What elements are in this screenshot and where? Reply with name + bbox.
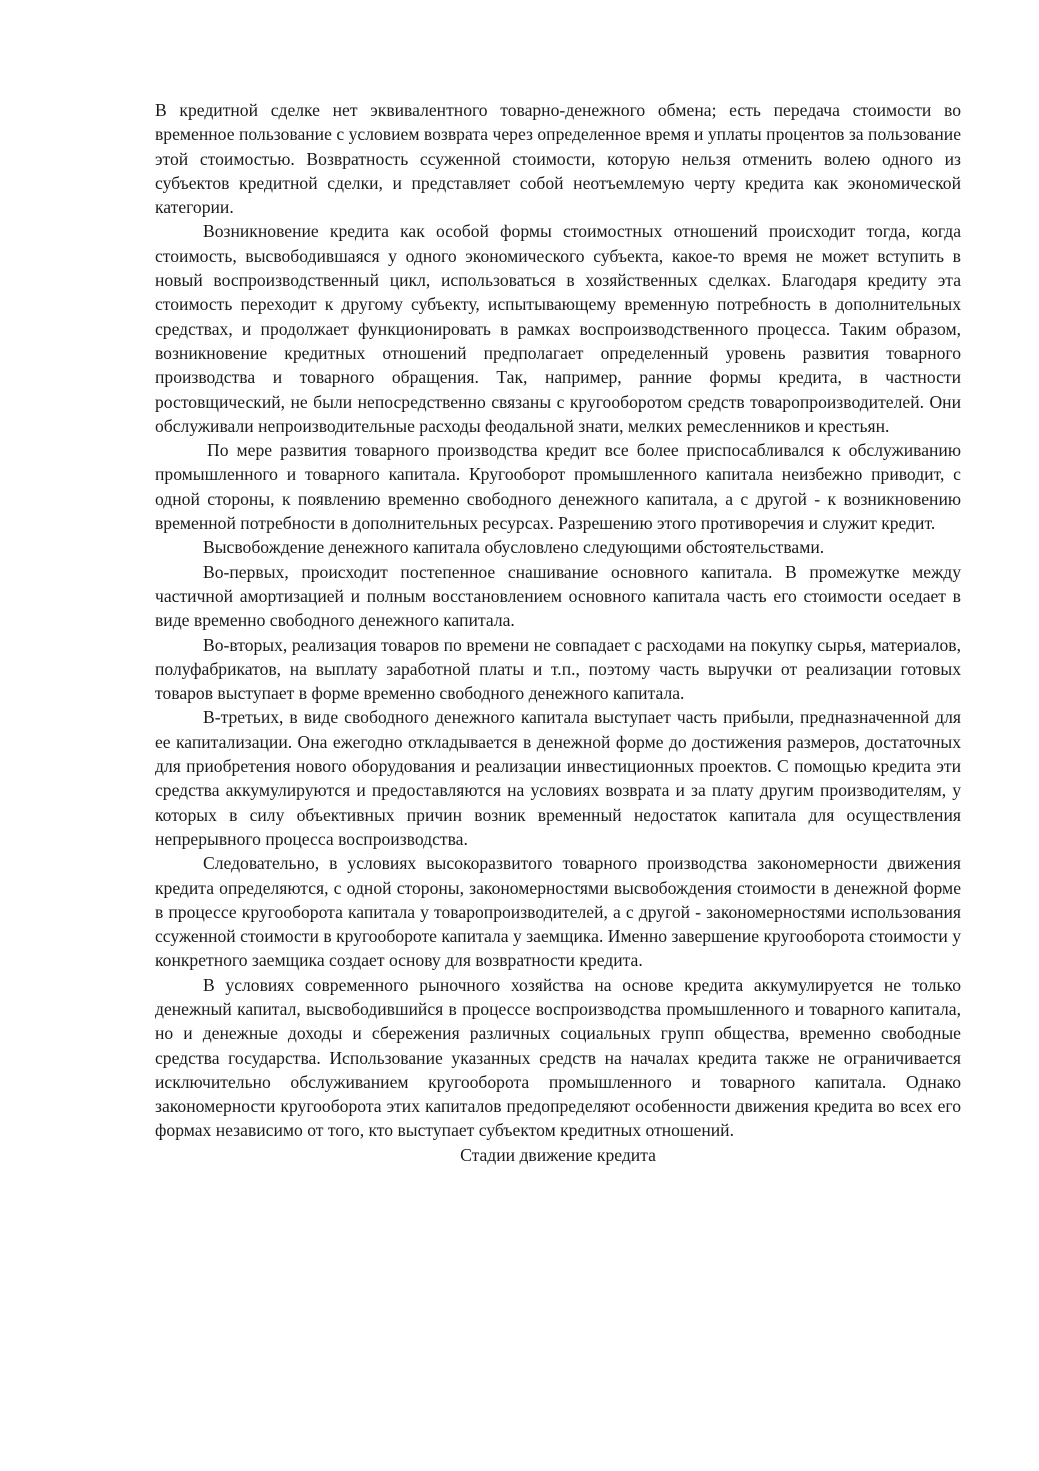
paragraph-1: В кредитной сделке нет эквивалентного товарно-денежного обмена; есть передача стоимости во временное пользование с условием возврата через определенное время и уплаты процентов за пользование этой стоимостью. Возвратность ссуженной стоимости, которую нельзя отменить волею одного из субъектов кредитной сделки, и представляет собой неотъемлемую черту кредита как экономической категории.: [155, 100, 961, 218]
paragraph-4: Высвобождение денежного капитала обусловлено следующими обстоятельствами.: [203, 537, 825, 558]
paragraph-8: Следовательно, в условиях высокоразвитого товарного производства закономерности движения кредита определяются, с одной стороны, закономерностями высвобождения стоимости в денежной форме в процессе кругооборота капитала у товаропроизводителей, а с другой - закономерностями использования ссуженной стоимости в кругообороте капитала у заемщика. Именно завершение кругооборота стоимости у конкретного заемщика создает основу для возвратности кредита.: [155, 853, 961, 971]
paragraph-7: В-третьих, в виде свободного денежного капитала выступает часть прибыли, предназначенной для ее капитализации. Она ежегодно откладывается в денежной форме до достижения размеров, достаточных для приобретения нового оборудования и реализации инвестиционных проектов. С помощью кредита эти средства аккумулируются и предоставляются на условиях возврата и за плату другим производителям, у которых в силу объективных причин возник временный недостаток капитала для осуществления непрерывного процесса воспроизводства.: [155, 707, 961, 849]
section-heading: Стадии движение кредита: [460, 1144, 656, 1165]
paragraph-6: Во-вторых, реализация товаров по времени не совпадает с расходами на покупку сырья, материалов, полуфабрикатов, на выплату заработной платы и т.п., поэтому часть выручки от реализации готовых товаров выступает в форме временно свободного денежного капитала.: [155, 634, 961, 704]
paragraph-2: Возникновение кредита как особой формы стоимостных отношений происходит тогда, когда стоимость, высвободившаяся у одного экономического субъекта, какое-то время не может вступить в новый воспроизводственный цикл, использоваться в хозяйственных сделках. Благодаря кредиту эта стоимость переходит к другому субъекту, испытывающему временную потребность в дополнительных средствах, и продолжает функционировать в рамках воспроизводственного процесса. Таким образом, возникновение кредитных отношений предполагает определенный уровень развития товарного производства и товарного обращения. Так, например, ранние формы кредита, в частности ростовщический, не были непосредственно связаны с кругооборотом средств товаропроизводителей. Они обслуживали непроизводительные расходы феодальной знати, мелких ремесленников и крестьян.: [155, 221, 961, 436]
paragraph-5: Во-первых, происходит постепенное снашивание основного капитала. В промежутке между частичной амортизацией и полным восстановлением основного капитала часть его стоимости оседает в виде временно свободного денежного капитала.: [155, 561, 961, 631]
paragraph-3: По мере развития товарного производства кредит все более приспосабливался к обслуживанию промышленного и товарного капитала. Кругооборот промышленного капитала неизбежно приводит, с одной стороны, к появлению временно свободного денежного капитала, а с другой - к возникновению временной потребности в дополнительных ресурсах. Разрешению этого противоречия и служит кредит.: [155, 440, 961, 534]
paragraph-9: В условиях современного рыночного хозяйства на основе кредита аккумулируется не только денежный капитал, высвободившийся в процессе воспроизводства промышленного и товарного капитала, но и денежные доходы и сбережения различных социальных групп общества, временно свободные средства государства. Использование указанных средств на началах кредита также не ограничивается исключительно обслуживанием кругооборота промышленного и товарного капитала. Однако закономерности кругооборота этих капиталов предопределяют особенности движения кредита во всех его формах независимо от того, кто выступает субъектом кредитных отношений.: [155, 974, 961, 1141]
document-page: [155, 98, 961, 1167]
